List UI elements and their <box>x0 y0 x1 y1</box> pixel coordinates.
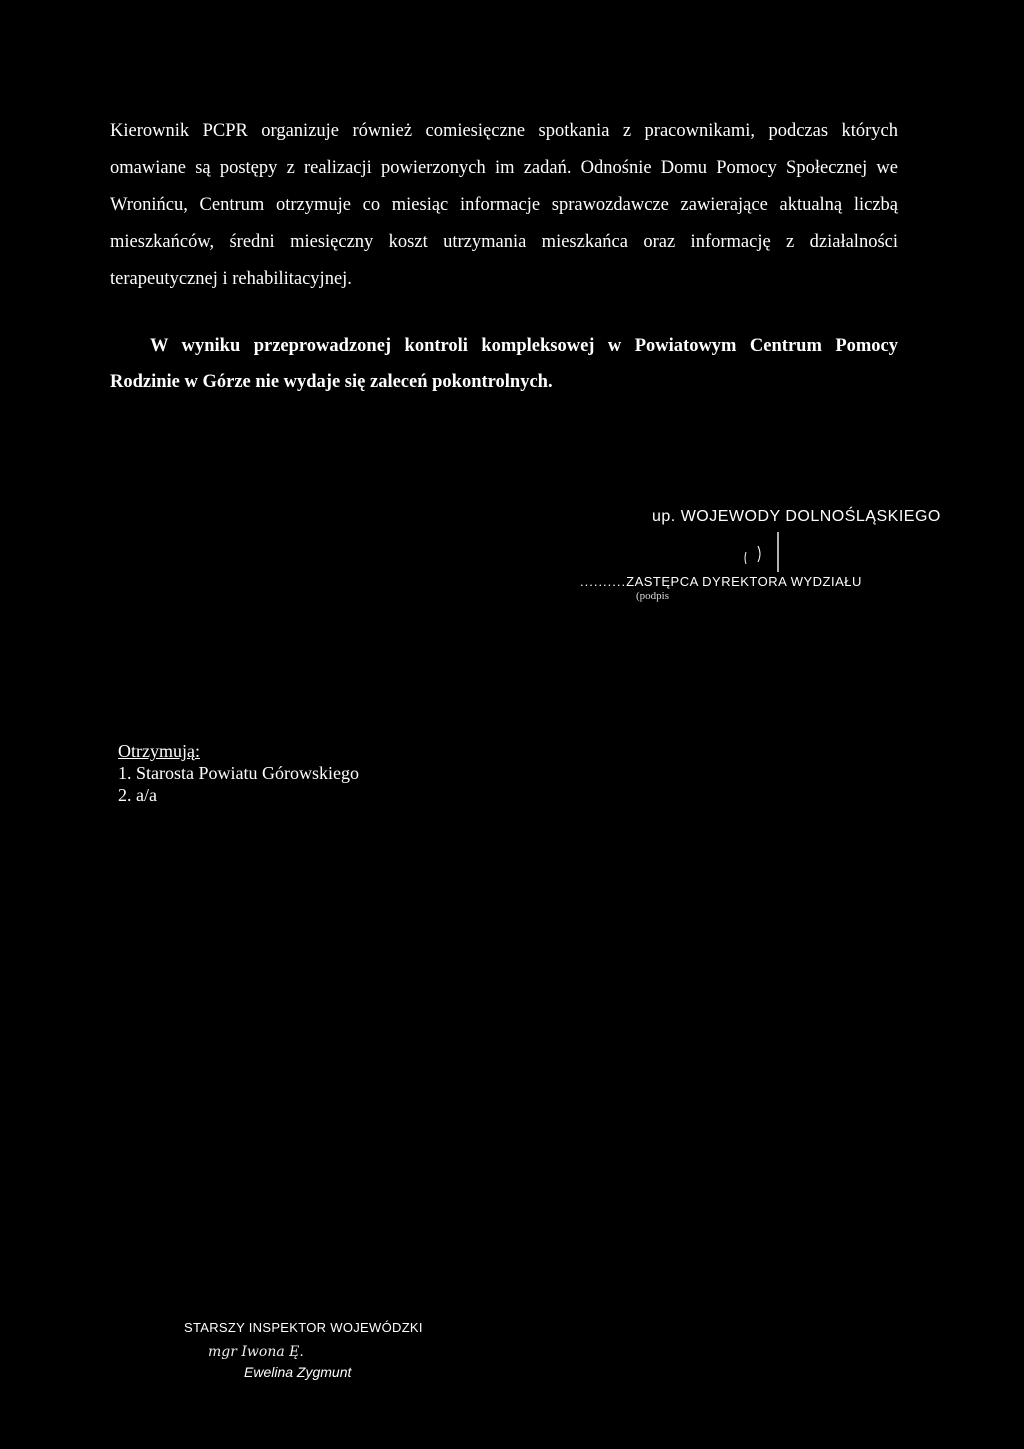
recipient-item: 1. Starosta Powiatu Górowskiego <box>118 763 359 783</box>
conclusion-paragraph: W wyniku przeprowadzonej kontroli kompleksowej w Powiatowym Centrum Pomocy Rodzinie w Górze nie wydaje się zaleceń pokontrolnych. <box>110 336 898 392</box>
signature-caption: (podpis <box>636 590 669 602</box>
recipients-list <box>118 740 359 806</box>
recipient-item: 2. a/a <box>118 785 157 805</box>
signature-block <box>580 500 940 620</box>
body-paragraph-1: Kierownik PCPR organizuje również comiesięczne spotkania z pracownikami, podczas których omawiane są postępy z realizacji powierzonych im zadań. Odnośnie Domu Pomocy Społecznej we Wronińcu, Centrum otrzymuje co miesiąc informacje sprawozdawcze zawierające aktualną liczbą mieszkańców, średni miesięczny koszt utrzymania mieszkańca oraz informację z działalności terapeutycznej i rehabilitacyjnej. <box>110 121 898 289</box>
inspector-handwriting: mgr Iwona Ę. <box>208 1344 304 1360</box>
inspector-stamp-title: STARSZY INSPEKTOR WOJEWÓDZKI <box>184 1320 423 1335</box>
inspector-stamp <box>184 1320 444 1400</box>
recipients-title: Otrzymują: <box>118 741 200 761</box>
stamp-voivode-line: up. WOJEWODY DOLNOŚLĄSKIEGO <box>652 508 941 525</box>
stamp-deputy-director-line <box>580 574 862 589</box>
stamp-deputy-director-text: ZASTĘPCA DYREKTORA WYDZIAŁU <box>626 574 862 589</box>
inspector-name: Ewelina Zygmunt <box>244 1364 352 1380</box>
signature-dots: .......... <box>580 574 627 589</box>
handwritten-signature-icon <box>722 532 812 576</box>
